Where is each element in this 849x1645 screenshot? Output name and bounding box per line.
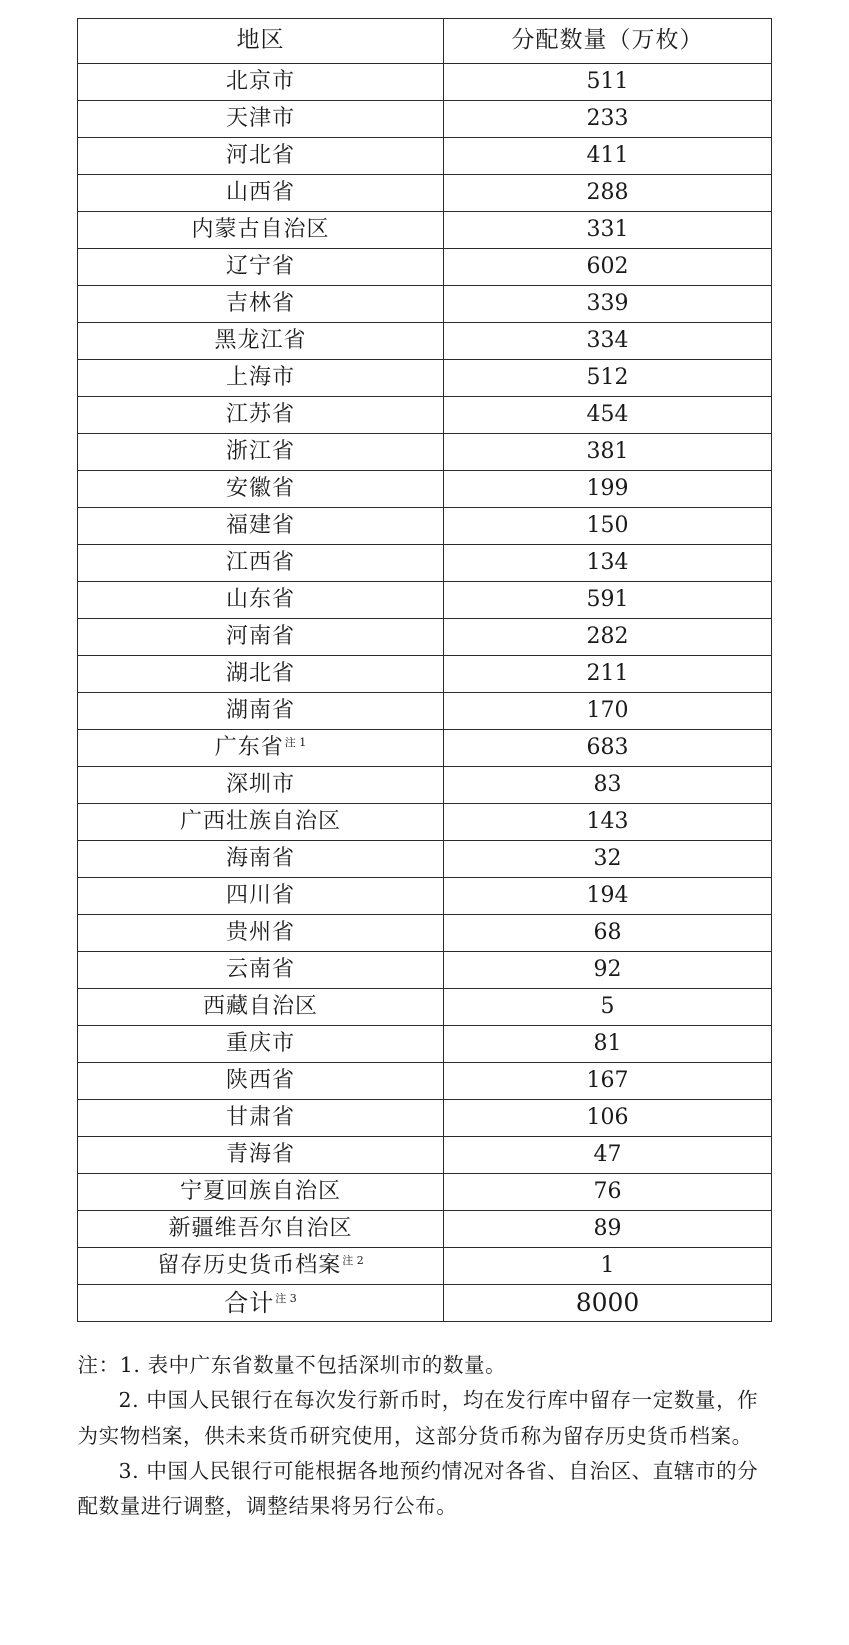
cell-quantity: 5	[444, 989, 772, 1026]
region-label: 留存历史货币档案	[157, 1252, 342, 1278]
table-row	[78, 841, 772, 878]
footnote-marker: 注 1	[284, 735, 307, 749]
cell-region	[78, 434, 444, 471]
region-label: 四川省	[225, 882, 295, 908]
cell-quantity: 511	[444, 64, 772, 101]
cell-region	[78, 397, 444, 434]
cell-region	[78, 138, 444, 175]
region-label: 云南省	[225, 956, 295, 982]
region-label: 贵州省	[225, 919, 295, 945]
table-row	[78, 1100, 772, 1137]
table-row	[78, 64, 772, 101]
cell-quantity: 683	[444, 730, 772, 767]
table-row	[78, 767, 772, 804]
cell-quantity: 331	[444, 212, 772, 249]
cell-region	[78, 582, 444, 619]
cell-region	[78, 323, 444, 360]
allocation-table	[77, 18, 772, 1322]
table-row	[78, 1174, 772, 1211]
table-row	[78, 1248, 772, 1285]
table-header-row	[78, 19, 772, 64]
table-row	[78, 1211, 772, 1248]
cell-region	[78, 1026, 444, 1063]
cell-region	[78, 915, 444, 952]
cell-quantity: 233	[444, 101, 772, 138]
cell-quantity: 194	[444, 878, 772, 915]
note-item-2	[78, 1383, 772, 1454]
cell-quantity: 89	[444, 1211, 772, 1248]
table-row	[78, 878, 772, 915]
cell-quantity: 170	[444, 693, 772, 730]
table-row	[78, 952, 772, 989]
region-label: 江苏省	[225, 401, 295, 427]
cell-region	[78, 693, 444, 730]
table-row	[78, 693, 772, 730]
cell-quantity: 288	[444, 175, 772, 212]
cell-quantity: 512	[444, 360, 772, 397]
table-row	[78, 249, 772, 286]
cell-quantity: 381	[444, 434, 772, 471]
note-item-3	[78, 1454, 772, 1525]
region-label: 宁夏回族自治区	[179, 1178, 341, 1204]
cell-region	[78, 989, 444, 1026]
table-row	[78, 212, 772, 249]
region-label: 浙江省	[225, 438, 295, 464]
region-label: 深圳市	[225, 771, 295, 797]
table-row	[78, 545, 772, 582]
region-label: 安徽省	[225, 475, 295, 501]
cell-quantity: 339	[444, 286, 772, 323]
table-row	[78, 323, 772, 360]
cell-region	[78, 1100, 444, 1137]
cell-quantity: 411	[444, 138, 772, 175]
region-label: 辽宁省	[225, 253, 295, 279]
cell-quantity: 1	[444, 1248, 772, 1285]
cell-region	[78, 212, 444, 249]
cell-region	[78, 730, 444, 767]
cell-region	[78, 1211, 444, 1248]
table-row	[78, 1063, 772, 1100]
region-label: 河北省	[225, 142, 295, 168]
table-row	[78, 138, 772, 175]
region-label: 青海省	[225, 1141, 295, 1167]
cell-quantity: 150	[444, 508, 772, 545]
table-row	[78, 730, 772, 767]
table-row	[78, 360, 772, 397]
table-body	[78, 64, 772, 1322]
cell-region	[78, 1063, 444, 1100]
cell-quantity: 134	[444, 545, 772, 582]
cell-quantity: 334	[444, 323, 772, 360]
cell-region	[78, 471, 444, 508]
table-row	[78, 1026, 772, 1063]
cell-region	[78, 767, 444, 804]
note-item-1	[78, 1348, 772, 1383]
cell-quantity: 143	[444, 804, 772, 841]
region-label: 合计	[224, 1288, 275, 1317]
cell-region	[78, 1285, 444, 1322]
region-label: 陕西省	[225, 1067, 295, 1093]
column-header-region: 地区	[78, 19, 444, 64]
table-row	[78, 286, 772, 323]
cell-region	[78, 1248, 444, 1285]
notes-label: 注：	[77, 1353, 120, 1377]
region-label: 天津市	[225, 105, 295, 131]
table-row	[78, 471, 772, 508]
cell-region	[78, 656, 444, 693]
cell-quantity: 92	[444, 952, 772, 989]
footnote-marker: 注 2	[342, 1253, 364, 1267]
cell-quantity: 591	[444, 582, 772, 619]
region-label: 广西壮族自治区	[179, 808, 341, 834]
region-label: 山西省	[225, 179, 295, 205]
cell-region	[78, 1137, 444, 1174]
cell-quantity: 68	[444, 915, 772, 952]
table-row	[78, 508, 772, 545]
table-header	[78, 19, 772, 64]
notes-section	[78, 1348, 772, 1524]
cell-quantity: 8000	[444, 1285, 772, 1322]
region-label: 河南省	[225, 623, 295, 649]
cell-region	[78, 804, 444, 841]
region-label: 福建省	[225, 512, 295, 538]
region-label: 重庆市	[225, 1030, 295, 1056]
cell-region	[78, 249, 444, 286]
region-label: 湖北省	[225, 660, 295, 686]
cell-quantity: 199	[444, 471, 772, 508]
table-row	[78, 1137, 772, 1174]
region-label: 北京市	[225, 68, 295, 94]
table-row	[78, 656, 772, 693]
cell-quantity: 282	[444, 619, 772, 656]
cell-region	[78, 360, 444, 397]
region-label: 黑龙江省	[214, 327, 307, 353]
region-label: 广东省	[214, 734, 284, 760]
region-label: 湖南省	[225, 697, 295, 723]
cell-region	[78, 545, 444, 582]
note-text-3: 3. 中国人民银行可能根据各地预约情况对各省、自治区、直辖市的分配数量进行调整，调整结果将另行公布。	[77, 1458, 759, 1518]
note-text-2: 2. 中国人民银行在每次发行新币时，均在发行库中留存一定数量，作为实物档案，供未来货币研究使用，这部分货币称为留存历史货币档案。	[77, 1388, 759, 1448]
cell-quantity: 106	[444, 1100, 772, 1137]
cell-region	[78, 841, 444, 878]
table-row	[78, 434, 772, 471]
cell-quantity: 602	[444, 249, 772, 286]
table-row	[78, 582, 772, 619]
cell-quantity: 81	[444, 1026, 772, 1063]
table-row	[78, 101, 772, 138]
cell-quantity: 47	[444, 1137, 772, 1174]
note-text-1: 1. 表中广东省数量不包括深圳市的数量。	[119, 1353, 507, 1377]
table-row	[78, 397, 772, 434]
region-label: 西藏自治区	[202, 993, 318, 1019]
region-label: 新疆维吾尔自治区	[168, 1215, 353, 1241]
cell-quantity: 211	[444, 656, 772, 693]
cell-quantity: 32	[444, 841, 772, 878]
table-row	[78, 175, 772, 212]
cell-region	[78, 878, 444, 915]
cell-region	[78, 101, 444, 138]
table-row	[78, 619, 772, 656]
cell-quantity: 167	[444, 1063, 772, 1100]
region-label: 山东省	[225, 586, 295, 612]
cell-region	[78, 175, 444, 212]
region-label: 江西省	[225, 549, 295, 575]
footnote-marker: 注 3	[275, 1291, 297, 1305]
column-header-quantity: 分配数量（万枚）	[444, 19, 772, 64]
cell-region	[78, 286, 444, 323]
cell-quantity: 454	[444, 397, 772, 434]
cell-region	[78, 619, 444, 656]
table-total-row	[78, 1285, 772, 1322]
table-row	[78, 804, 772, 841]
cell-region	[78, 64, 444, 101]
region-label: 甘肃省	[225, 1104, 295, 1130]
region-label: 上海市	[225, 364, 295, 390]
cell-quantity: 76	[444, 1174, 772, 1211]
region-label: 内蒙古自治区	[191, 216, 330, 242]
cell-region	[78, 1174, 444, 1211]
cell-region	[78, 508, 444, 545]
table-row	[78, 989, 772, 1026]
cell-region	[78, 952, 444, 989]
table-row	[78, 915, 772, 952]
cell-quantity: 83	[444, 767, 772, 804]
region-label: 海南省	[225, 845, 295, 871]
region-label: 吉林省	[225, 290, 295, 316]
